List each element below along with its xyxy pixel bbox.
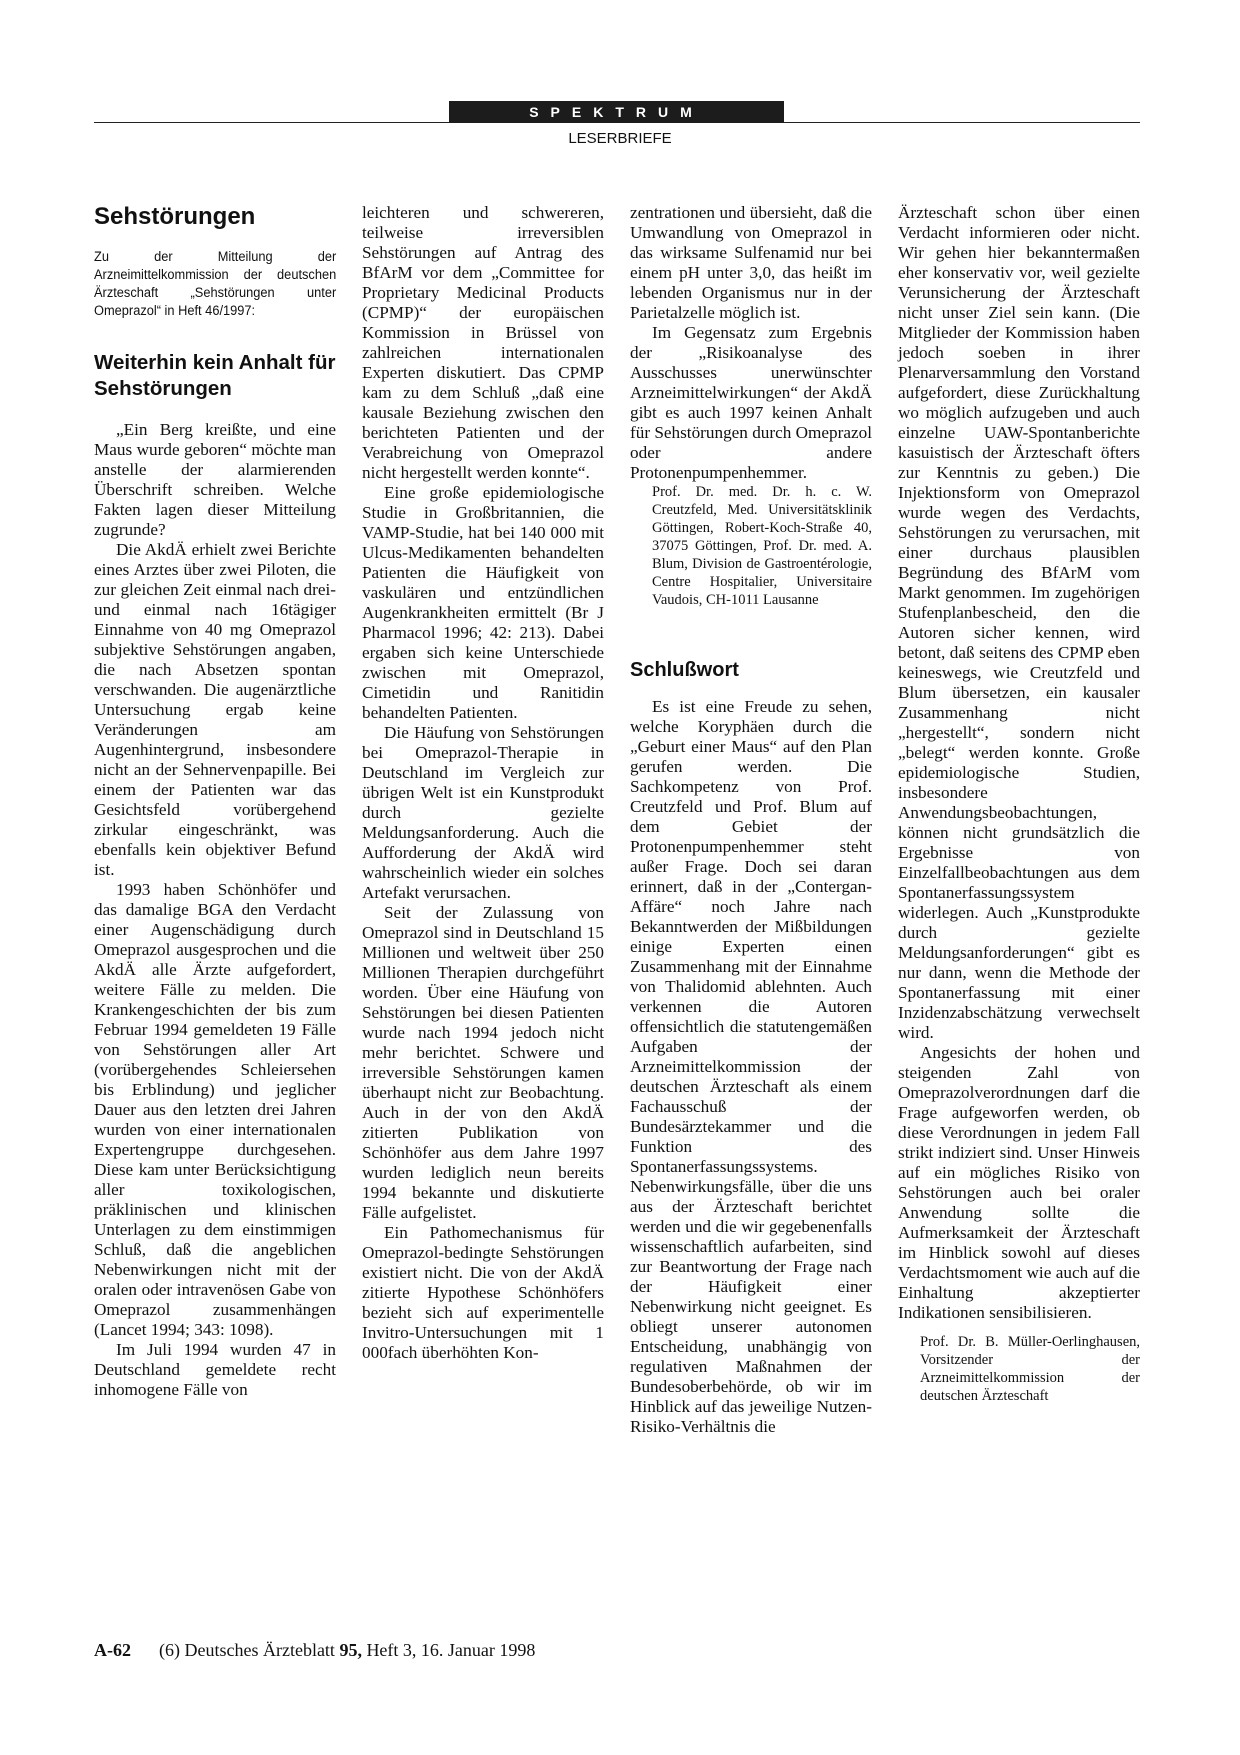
paragraph-start: Es ist eine Freude zu sehen, welche Koryphäen durch die „Geburt einer Maus“ auf den Plan gerufen werden. Die Sachkompetenz von Prof. Creutzfeld und Prof. Blum auf dem Gebiet der Protonenpumpenhemmer steht außer Frage. Doch sei daran erinnert, daß in der „Contergan-Affäre“ noch Jahre nach Bekanntwerden der Mißbildungen einige Experten einen Zusammenhang mit der Einnahme von Thalidomid ablehnten. Auch verkennen die Autoren offensichtlich die statutengemäßen Aufgaben der Arzneimittelkommission der deutschen Ärzteschaft als einem Fachausschuß der Bundesärztekammer und die Funktion des Spontanerfassungssystems. Nebenwirkungsfälle, über die uns aus der Ärzteschaft berichtet werden und die wir gegebenenfalls wissenschaftlich aufarbeiten, sind zur Beantwortung der Frage nach der Häufigkeit einer Nebenwirkung nicht geeignet. Es obliegt unserer autonomen Entscheidung, unabhängig von regulativen Maßnahmen der Bundesoberbehörde, ob wir im Hinblick auf das jeweilige Nutzen-Risiko-Verhältnis die	[630, 697, 872, 1436]
letter-heading: Weiterhin kein Anhalt für Sehstörungen	[94, 351, 336, 400]
reply-signature: Prof. Dr. B. Müller-Oerlinghausen, Vorsitzender der Arzneimittelkommission der deutschen Ärzteschaft	[920, 1334, 1140, 1404]
paragraph: „Ein Berg kreißte, und eine Maus wurde geboren“ möchte man anstelle der alarmierenden Überschrift schreiben. Welche Fakten lagen dieser Mitteilung zugrunde?	[94, 420, 336, 539]
paragraph: 1993 haben Schönhöfer und das damalige BGA den Verdacht einer Augenschädigung durch Omeprazol ausgesprochen und die AkdÄ alle Ärzte aufgefordert, weitere Fälle zu melden. Die Krankengeschichten der bis zum Februar 1994 gemeldeten 19 Fälle von Sehstörungen aller Art (vorübergehendes Schleiersehen bis Erblindung) und jeglicher Dauer aus den letzten drei Jahren wurden von einer internationalen Expertengruppe durchgesehen. Diese kam unter Berücksichtigung aller toxikologischen, präklinischen und klinischen Unterlagen zu dem einstimmigen Schluß, daß die angeblichen Nebenwirkungen nicht mit der oralen oder intravenösen Gabe von Omeprazol zusammenhängen (Lancet 1994; 343: 1098).	[94, 880, 336, 1339]
reply-heading: Schlußwort	[630, 659, 739, 681]
paragraph-continued: leichteren und schwereren, teilweise irreversiblen Sehstörungen auf Antrag des BfArM vor dem „Committee for Proprietary Medicinal Products (CPMP)“ der europäischen Kommission in Brüssel von zahlreichen internationalen Experten diskutiert. Das CPMP kam zu dem Schluß „daß eine kausale Beziehung zwischen den berichteten Patienten und der Verabreichung von Omeprazol nicht hergestellt werden konnte“.	[362, 203, 604, 482]
paragraph: Eine große epidemiologische Studie in Großbritannien, die VAMP-Studie, hat bei 140 000 mit Ulcus-Medikamenten behandelten Patienten die Häufigkeit von vaskulären und entzündlichen Augenkrankheiten ermittelt (Br J Pharmacol 1996; 42: 213). Dabei ergaben sich keine Unterschiede zwischen mit Omeprazol, Cimetidin und Ranitidin behandelten Patienten.	[362, 483, 604, 722]
journal-name: (6) Deutsches Ärzteblatt	[159, 1640, 340, 1660]
column-4	[898, 203, 1140, 1405]
paragraph-continued: zentrationen und übersieht, daß die Umwandlung von Omeprazol in das wirksame Sulfenamid nur bei einem pH unter 3,0, das heißt im lebenden Organismus nur in der Parietalzelle möglich ist.	[630, 203, 872, 322]
column-2	[362, 203, 604, 1363]
paragraph: Angesichts der hohen und steigenden Zahl von Omeprazolverordnungen darf die Frage aufgeworfen werden, ob diese Verordnungen in jedem Fall strikt indiziert sind. Unser Hinweis auf ein mögliches Risiko von Sehstörungen auch bei oraler Anwendung sollte die Aufmerksamkeit der Ärzteschaft im Hinblick sowohl auf dieses Verdachtsmoment wie auch auf die Einhaltung akzeptierter Indikationen sensibilisieren.	[898, 1043, 1140, 1322]
page-footer	[94, 1640, 535, 1661]
paragraph: Die Häufung von Sehstörungen bei Omeprazol-Therapie in Deutschland im Vergleich zur übrigen Welt ist ein Kunstprodukt durch gezielte Meldungsanforderung. Auch die Aufforderung der AkdÄ wird wahrscheinlich wieder ein solches Artefakt verursachen.	[362, 723, 604, 902]
paragraph-start: Ein Pathomechanismus für Omeprazol-bedingte Sehstörungen existiert nicht. Die von der AkdÄ zitierte Hypothese Schönhöfers bezieht sich auf experimentelle Invitro-Untersuchungen mit 1 000fach überhöhten Kon-	[362, 1223, 604, 1362]
paragraph-continued: Ärzteschaft schon über einen Verdacht informieren oder nicht. Wir gehen hier bekanntermaßen eher konservativ vor, weil gezielte Verunsicherung der Ärzteschaft nicht unser Ziel sein kann. (Die Mitglieder der Kommission haben jedoch soeben in ihrer Plenarversammlung den Vorstand aufgefordert, diese Zurückhaltung wo möglich aufzugeben und auch einzelne UAW-Spontanberichte kasuistisch der Ärzteschaft öfters zur Kenntnis zu geben.) Die Injektionsform von Omeprazol wurde wegen des Verdachts, Sehstörungen zu verursachen, mit einer durchaus plausiblen Begründung des BfArM vom Markt genommen. Im zugehörigen Stufenplanbescheid, den die Autoren sicher kennen, wird betont, daß seitens des CPMP eben keineswegs, wie Creutzfeld und Blum übersetzen, ein kausaler Zusammenhang nicht „hergestellt“, sondern nicht „belegt“ werden konnte. Große epidemiologische Studien, insbesondere Anwendungsbeobachtungen, können nicht grundsätzlich die Ergebnisse von Einzelfallbeobachtungen aus dem Spontanerfassungssystem widerlegen. Auch „Kunstprodukte durch gezielte Meldungsanforderungen“ gibt es nur dann, wenn die Methode der Spontanerfassung mit einer Inzidenzabschätzung verwechselt wird.	[898, 203, 1140, 1042]
paragraph: Die AkdÄ erhielt zwei Berichte eines Arztes über zwei Piloten, die zur gleichen Zeit einmal nach drei- und einmal nach 16tägiger Einnahme von 40 mg Omeprazol subjektive Sehstörungen angaben, die nach Absetzen spontan verschwanden. Die augenärztliche Untersuchung ergab keine Veränderungen am Augenhintergrund, insbesondere nicht an der Sehnervenpapille. Bei einem der Patienten war das Gesichtsfeld vorübergehend zirkular eingeschränkt, was ebenfalls kein objektiver Befund ist.	[94, 540, 336, 879]
article-title: Sehstörungen	[94, 203, 256, 230]
journal-issue: Heft 3, 16. Januar 1998	[361, 1640, 536, 1660]
letter-signature: Prof. Dr. med. Dr. h. c. W. Creutzfeld, Med. Universitätsklinik Göttingen, Robert-Koch-Straße 40, 37075 Göttingen, Prof. Dr. med. A. Blum, Division de Gastroentérologie, Centre Hospitalier, Universitaire Vaudois, CH-1011 Lausanne	[652, 484, 872, 608]
page-number: A-62	[94, 1640, 131, 1660]
column-3	[630, 203, 872, 1437]
section-band: SPEKTRUM	[449, 101, 784, 123]
journal-volume: 95,	[339, 1640, 362, 1660]
paragraph-start: Im Juli 1994 wurden 47 in Deutschland gemeldete recht inhomogene Fälle von	[94, 1340, 336, 1399]
subsection-label: LESERBRIEFE	[568, 130, 672, 147]
column-1	[94, 203, 336, 1400]
paragraph: Im Gegensatz zum Ergebnis der „Risikoanalyse des Ausschusses unerwünschter Arzneimittelwirkungen“ der AkdÄ gibt es auch 1997 keinen Anhalt für Sehstörungen durch Omeprazol oder andere Protonenpumpenhemmer.	[630, 323, 872, 482]
article-intro: Zu der Mitteilung der Arzneimittelkommission der deutschen Ärzteschaft „Sehstörungen unter Omeprazol“ in Heft 46/1997:	[94, 249, 337, 318]
paragraph: Seit der Zulassung von Omeprazol sind in Deutschland 15 Millionen und weltweit über 250 Millionen Therapien durchgeführt worden. Über eine Häufung von Sehstörungen bei diesen Patienten wurde nach 1994 jedoch nicht mehr berichtet. Schwere und irreversible Sehstörungen kamen überhaupt nicht zur Beobachtung. Auch in der von den AkdÄ zitierten Publikation von Schönhöfer aus dem Jahre 1997 wurden lediglich neun bereits 1994 bekannte und diskutierte Fälle aufgelistet.	[362, 903, 604, 1222]
